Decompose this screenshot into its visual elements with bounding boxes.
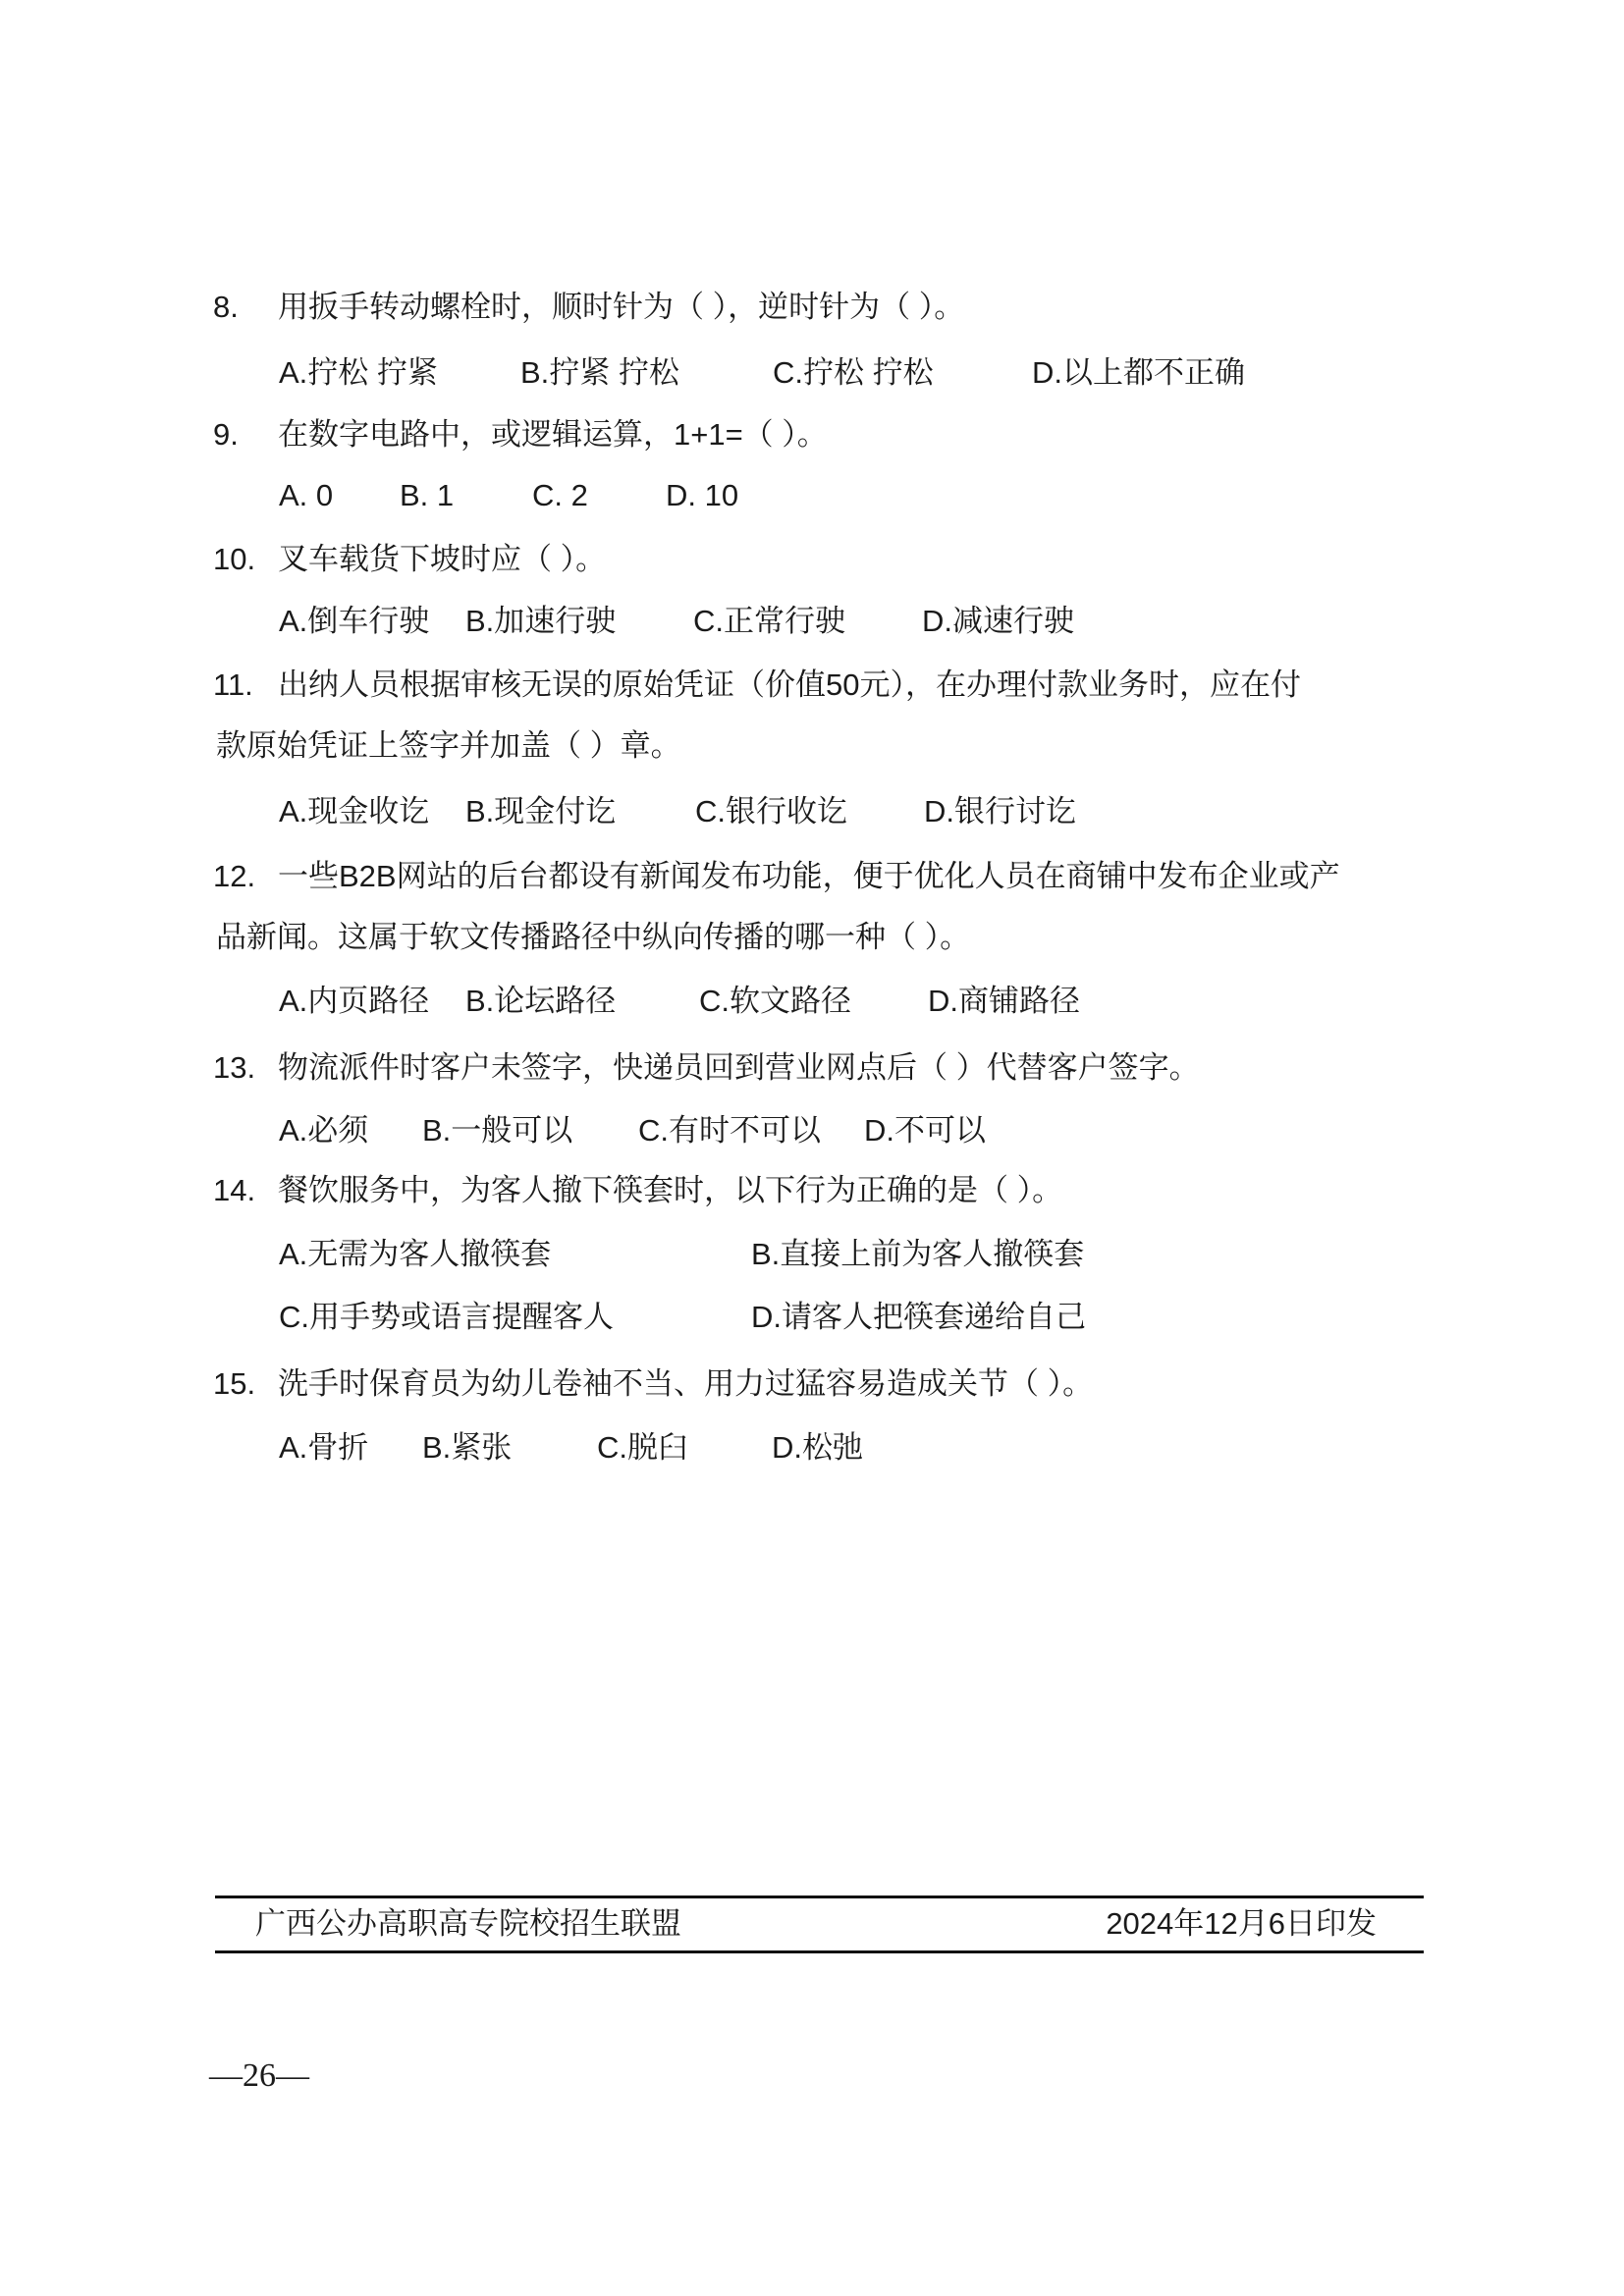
question-stem-text: 物流派件时客户未签字，快递员回到营业网点后（ ）代替客户签字。: [278, 1050, 1200, 1085]
footer-organization: 广西公办高职高专院校招生联盟: [255, 1906, 681, 1941]
question-11-stem: [0, 654, 1624, 717]
question-14-stem: [0, 1159, 1624, 1222]
option-b: B.紧张: [422, 1430, 513, 1465]
option-d: D.银行讨讫: [924, 794, 1076, 828]
question-number: 13.: [213, 1050, 256, 1085]
footer: [215, 1898, 1424, 1949]
option-d: D.商铺路径: [928, 984, 1080, 1018]
option-b: B.现金付讫: [465, 794, 617, 828]
option-b: B.拧紧 拧松: [520, 355, 679, 390]
option-c: C.用手势或语言提醒客人: [279, 1300, 614, 1334]
option-d: D.不可以: [864, 1113, 986, 1148]
question-stem-text: 在数字电路中，或逻辑运算，1+1=（ ）。: [278, 417, 828, 452]
option-a: A.拧松 拧紧: [279, 355, 438, 390]
question-13-stem: [0, 1037, 1624, 1099]
option-c: C.正常行驶: [693, 604, 845, 638]
question-number: 8.: [213, 290, 239, 324]
question-number: 10.: [213, 542, 256, 576]
question-stem-text: 餐饮服务中，为客人撤下筷套时，以下行为正确的是（ ）。: [278, 1173, 1063, 1207]
option-a: A.骨折: [279, 1430, 369, 1465]
option-a: A.内页路径: [279, 984, 430, 1018]
question-12-options: [0, 970, 1624, 1033]
footer-bottom-rule: [215, 1950, 1424, 1953]
question-9-stem: [0, 403, 1624, 466]
question-11-stem-continued: 款原始凭证上签字并加盖（ ）章。: [216, 728, 681, 763]
question-10-options: [0, 590, 1624, 653]
question-number: 15.: [213, 1366, 256, 1401]
option-d: D. 10: [666, 478, 739, 512]
question-14-options-row1: [0, 1223, 1624, 1286]
option-a: A.必须: [279, 1113, 369, 1148]
question-10-stem: [0, 528, 1624, 591]
question-stem-text: 用扳手转动螺栓时，顺时针为（ ），逆时针为（ ）。: [278, 290, 965, 324]
question-number: 12.: [213, 859, 256, 893]
option-b: B.直接上前为客人撤筷套: [751, 1237, 1085, 1271]
option-c: C. 2: [532, 478, 588, 512]
question-number: 11.: [213, 667, 253, 702]
option-b: B.加速行驶: [465, 604, 617, 638]
question-13-options: [0, 1099, 1624, 1162]
footer-print-date: 2024年12月6日印发: [1106, 1906, 1377, 1941]
option-c: C.拧松 拧松: [773, 355, 934, 390]
question-stem-text: 洗手时保育员为幼儿卷袖不当、用力过猛容易造成关节（ ）。: [278, 1366, 1094, 1401]
option-c: C.软文路径: [699, 984, 851, 1018]
question-14-options-row2: [0, 1286, 1624, 1349]
option-c: C.有时不可以: [638, 1113, 821, 1148]
option-b: B.论坛路径: [465, 984, 617, 1018]
question-number: 9.: [213, 417, 239, 452]
option-a: A.倒车行驶: [279, 604, 430, 638]
question-number: 14.: [213, 1173, 256, 1207]
option-d: D.减速行驶: [922, 604, 1074, 638]
question-stem-text: 一些B2B网站的后台都设有新闻发布功能，便于优化人员在商铺中发布企业或产: [278, 859, 1340, 893]
question-11-options: [0, 780, 1624, 843]
option-d: D.请客人把筷套递给自己: [751, 1300, 1086, 1334]
question-12-stem-continued: 品新闻。这属于软文传播路径中纵向传播的哪一种（ ）。: [216, 920, 971, 954]
question-8-options: [0, 342, 1624, 404]
question-12-stem: [0, 845, 1624, 908]
question-15-stem: [0, 1353, 1624, 1415]
option-c: C.银行收讫: [695, 794, 847, 828]
option-b: B.一般可以: [422, 1113, 573, 1148]
option-a: A.现金收讫: [279, 794, 430, 828]
option-c: C.脱臼: [597, 1430, 688, 1465]
question-8-stem: [0, 276, 1624, 339]
question-stem-text: 出纳人员根据审核无误的原始凭证（价值50元），在办理付款业务时，应在付: [278, 667, 1301, 702]
page-number: —26—: [209, 2057, 309, 2094]
question-stem-text: 叉车载货下坡时应（ ）。: [278, 542, 607, 576]
option-d: D.以上都不正确: [1032, 355, 1245, 390]
question-15-options: [0, 1416, 1624, 1479]
option-a: A. 0: [279, 478, 334, 512]
option-d: D.松弛: [772, 1430, 863, 1465]
option-a: A.无需为客人撤筷套: [279, 1237, 552, 1271]
question-9-options: [0, 464, 1624, 527]
option-b: B. 1: [400, 478, 455, 512]
